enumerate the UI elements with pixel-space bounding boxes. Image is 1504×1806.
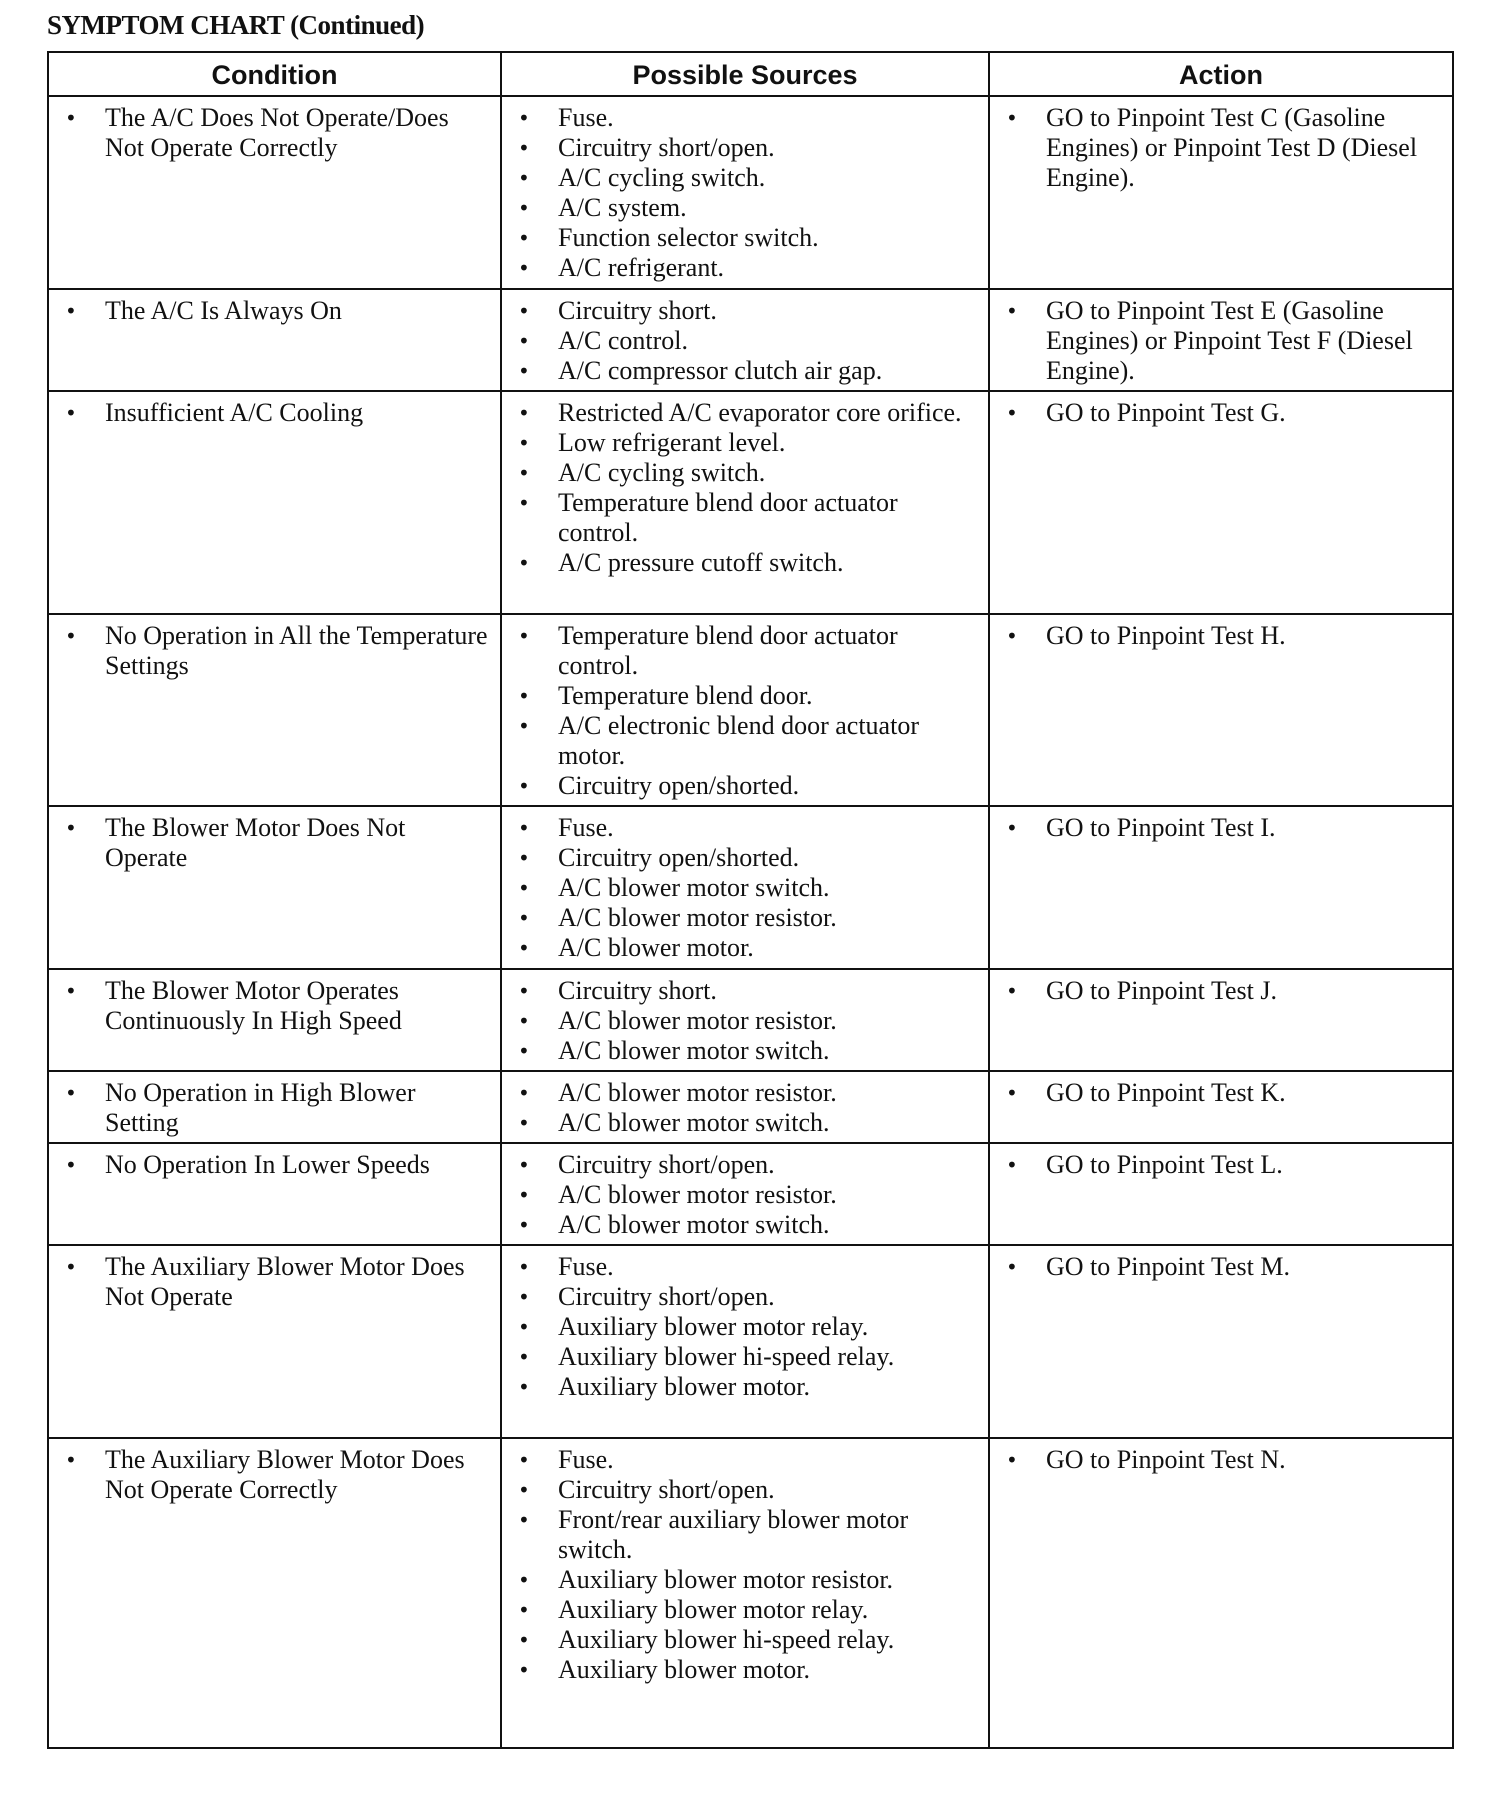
list-item: • A/C blower motor resistor. (516, 1180, 978, 1210)
condition-list (63, 103, 490, 163)
action-list (1004, 976, 1442, 1006)
list-item: • Front/rear auxiliary blower motor switch. (516, 1505, 978, 1565)
possible-sources-list (516, 621, 978, 801)
action-cell (989, 1071, 1453, 1143)
action-cell (989, 96, 1453, 289)
condition-cell (48, 391, 501, 614)
condition-list (63, 398, 490, 428)
list-item: • Fuse. (516, 1445, 978, 1475)
list-item: • Auxiliary blower motor. (516, 1372, 978, 1402)
action-cell (989, 806, 1453, 969)
action-list (1004, 296, 1442, 386)
possible-sources-cell (501, 289, 989, 391)
condition-list (63, 976, 490, 1036)
list-item: • Auxiliary blower hi-speed relay. (516, 1625, 978, 1655)
condition-text: • The Blower Motor Operates Continuously In High Speed (63, 976, 490, 1036)
possible-sources-cell (501, 969, 989, 1071)
action-list (1004, 103, 1442, 193)
list-item: • Fuse. (516, 103, 978, 133)
list-item: • A/C electronic blend door actuator motor. (516, 711, 978, 771)
action-text: • GO to Pinpoint Test G. (1004, 398, 1442, 428)
action-cell (989, 969, 1453, 1071)
list-item: • A/C control. (516, 326, 978, 356)
condition-text: • No Operation in All the Temperature Settings (63, 621, 490, 681)
action-cell (989, 1438, 1453, 1748)
column-header-action: Action (989, 52, 1453, 96)
table-row (48, 1245, 1453, 1438)
possible-sources-cell (501, 806, 989, 969)
condition-text: • No Operation in High Blower Setting (63, 1078, 490, 1138)
list-item: • Auxiliary blower motor relay. (516, 1312, 978, 1342)
list-item: • A/C pressure cutoff switch. (516, 548, 978, 578)
condition-cell (48, 969, 501, 1071)
table-row (48, 1071, 1453, 1143)
action-list (1004, 621, 1442, 651)
possible-sources-list (516, 976, 978, 1066)
list-item: • A/C system. (516, 193, 978, 223)
possible-sources-list (516, 296, 978, 386)
list-item: • A/C blower motor. (516, 933, 978, 963)
action-cell (989, 391, 1453, 614)
possible-sources-list (516, 1445, 978, 1685)
condition-text: • The A/C Does Not Operate/Does Not Operate Correctly (63, 103, 490, 163)
condition-text: • The A/C Is Always On (63, 296, 490, 326)
table-row (48, 969, 1453, 1071)
list-item: • Auxiliary blower motor relay. (516, 1595, 978, 1625)
list-item: • A/C blower motor resistor. (516, 903, 978, 933)
action-list (1004, 1252, 1442, 1282)
table-row (48, 614, 1453, 806)
possible-sources-cell (501, 1438, 989, 1748)
symptom-chart-table (47, 51, 1454, 1749)
action-cell (989, 614, 1453, 806)
list-item: • A/C blower motor resistor. (516, 1006, 978, 1036)
table-row (48, 96, 1453, 289)
possible-sources-cell (501, 1143, 989, 1245)
condition-list (63, 621, 490, 681)
table-row (48, 806, 1453, 969)
list-item: • A/C cycling switch. (516, 163, 978, 193)
list-item: • Fuse. (516, 813, 978, 843)
possible-sources-cell (501, 96, 989, 289)
possible-sources-list (516, 1252, 978, 1402)
action-text: • GO to Pinpoint Test M. (1004, 1252, 1442, 1282)
page-title: SYMPTOM CHART (Continued) (47, 10, 425, 40)
possible-sources-list (516, 398, 978, 578)
action-text: • GO to Pinpoint Test N. (1004, 1445, 1442, 1475)
table-body (48, 96, 1453, 1748)
action-text: • GO to Pinpoint Test L. (1004, 1150, 1442, 1180)
action-text: • GO to Pinpoint Test J. (1004, 976, 1442, 1006)
possible-sources-cell (501, 1071, 989, 1143)
possible-sources-cell (501, 614, 989, 806)
condition-list (63, 1150, 490, 1180)
list-item: • A/C blower motor switch. (516, 1036, 978, 1066)
header-row (48, 52, 1453, 96)
action-list (1004, 1078, 1442, 1108)
action-text: • GO to Pinpoint Test K. (1004, 1078, 1442, 1108)
condition-text: • No Operation In Lower Speeds (63, 1150, 490, 1180)
condition-list (63, 1252, 490, 1312)
possible-sources-list (516, 103, 978, 283)
possible-sources-list (516, 1150, 978, 1240)
column-header-condition: Condition (48, 52, 501, 96)
condition-cell (48, 1071, 501, 1143)
list-item: • A/C blower motor switch. (516, 873, 978, 903)
action-list (1004, 398, 1442, 428)
list-item: • Circuitry short/open. (516, 133, 978, 163)
column-header-possible-sources: Possible Sources (501, 52, 989, 96)
list-item: • Restricted A/C evaporator core orifice. (516, 398, 978, 428)
list-item: • A/C cycling switch. (516, 458, 978, 488)
action-text: • GO to Pinpoint Test I. (1004, 813, 1442, 843)
list-item: • Function selector switch. (516, 223, 978, 253)
condition-list (63, 813, 490, 873)
table-header (48, 52, 1453, 96)
list-item: • Circuitry short. (516, 296, 978, 326)
condition-text: • The Auxiliary Blower Motor Does Not Operate Correctly (63, 1445, 490, 1505)
condition-text: • The Blower Motor Does Not Operate (63, 813, 490, 873)
condition-list (63, 1078, 490, 1138)
list-item: • Auxiliary blower motor. (516, 1655, 978, 1685)
list-item: • Temperature blend door. (516, 681, 978, 711)
condition-cell (48, 1245, 501, 1438)
condition-cell (48, 614, 501, 806)
action-text: • GO to Pinpoint Test H. (1004, 621, 1442, 651)
possible-sources-list (516, 1078, 978, 1138)
list-item: • A/C blower motor switch. (516, 1108, 978, 1138)
list-item: • Circuitry open/shorted. (516, 771, 978, 801)
list-item: • Temperature blend door actuator control. (516, 488, 978, 548)
condition-list (63, 1445, 490, 1505)
possible-sources-cell (501, 1245, 989, 1438)
action-list (1004, 1150, 1442, 1180)
action-text: • GO to Pinpoint Test C (Gasoline Engines) or Pinpoint Test D (Diesel Engine). (1004, 103, 1442, 193)
condition-cell (48, 96, 501, 289)
list-item: • A/C compressor clutch air gap. (516, 356, 978, 386)
action-text: • GO to Pinpoint Test E (Gasoline Engines) or Pinpoint Test F (Diesel Engine). (1004, 296, 1442, 386)
list-item: • Temperature blend door actuator control. (516, 621, 978, 681)
action-cell (989, 1143, 1453, 1245)
condition-list (63, 296, 490, 326)
possible-sources-list (516, 813, 978, 963)
action-cell (989, 289, 1453, 391)
action-list (1004, 813, 1442, 843)
action-cell (989, 1245, 1453, 1438)
table-row (48, 1143, 1453, 1245)
list-item: • Circuitry short/open. (516, 1282, 978, 1312)
list-item: • A/C blower motor switch. (516, 1210, 978, 1240)
condition-cell (48, 806, 501, 969)
condition-text: • Insufficient A/C Cooling (63, 398, 490, 428)
table-row (48, 391, 1453, 614)
condition-cell (48, 1143, 501, 1245)
list-item: • Circuitry open/shorted. (516, 843, 978, 873)
table-row (48, 289, 1453, 391)
list-item: • Fuse. (516, 1252, 978, 1282)
list-item: • Circuitry short/open. (516, 1475, 978, 1505)
list-item: • Low refrigerant level. (516, 428, 978, 458)
list-item: • A/C refrigerant. (516, 253, 978, 283)
list-item: • A/C blower motor resistor. (516, 1078, 978, 1108)
list-item: • Auxiliary blower motor resistor. (516, 1565, 978, 1595)
action-list (1004, 1445, 1442, 1475)
possible-sources-cell (501, 391, 989, 614)
condition-text: • The Auxiliary Blower Motor Does Not Operate (63, 1252, 490, 1312)
list-item: • Auxiliary blower hi-speed relay. (516, 1342, 978, 1372)
list-item: • Circuitry short. (516, 976, 978, 1006)
table-row (48, 1438, 1453, 1748)
condition-cell (48, 1438, 501, 1748)
list-item: • Circuitry short/open. (516, 1150, 978, 1180)
condition-cell (48, 289, 501, 391)
